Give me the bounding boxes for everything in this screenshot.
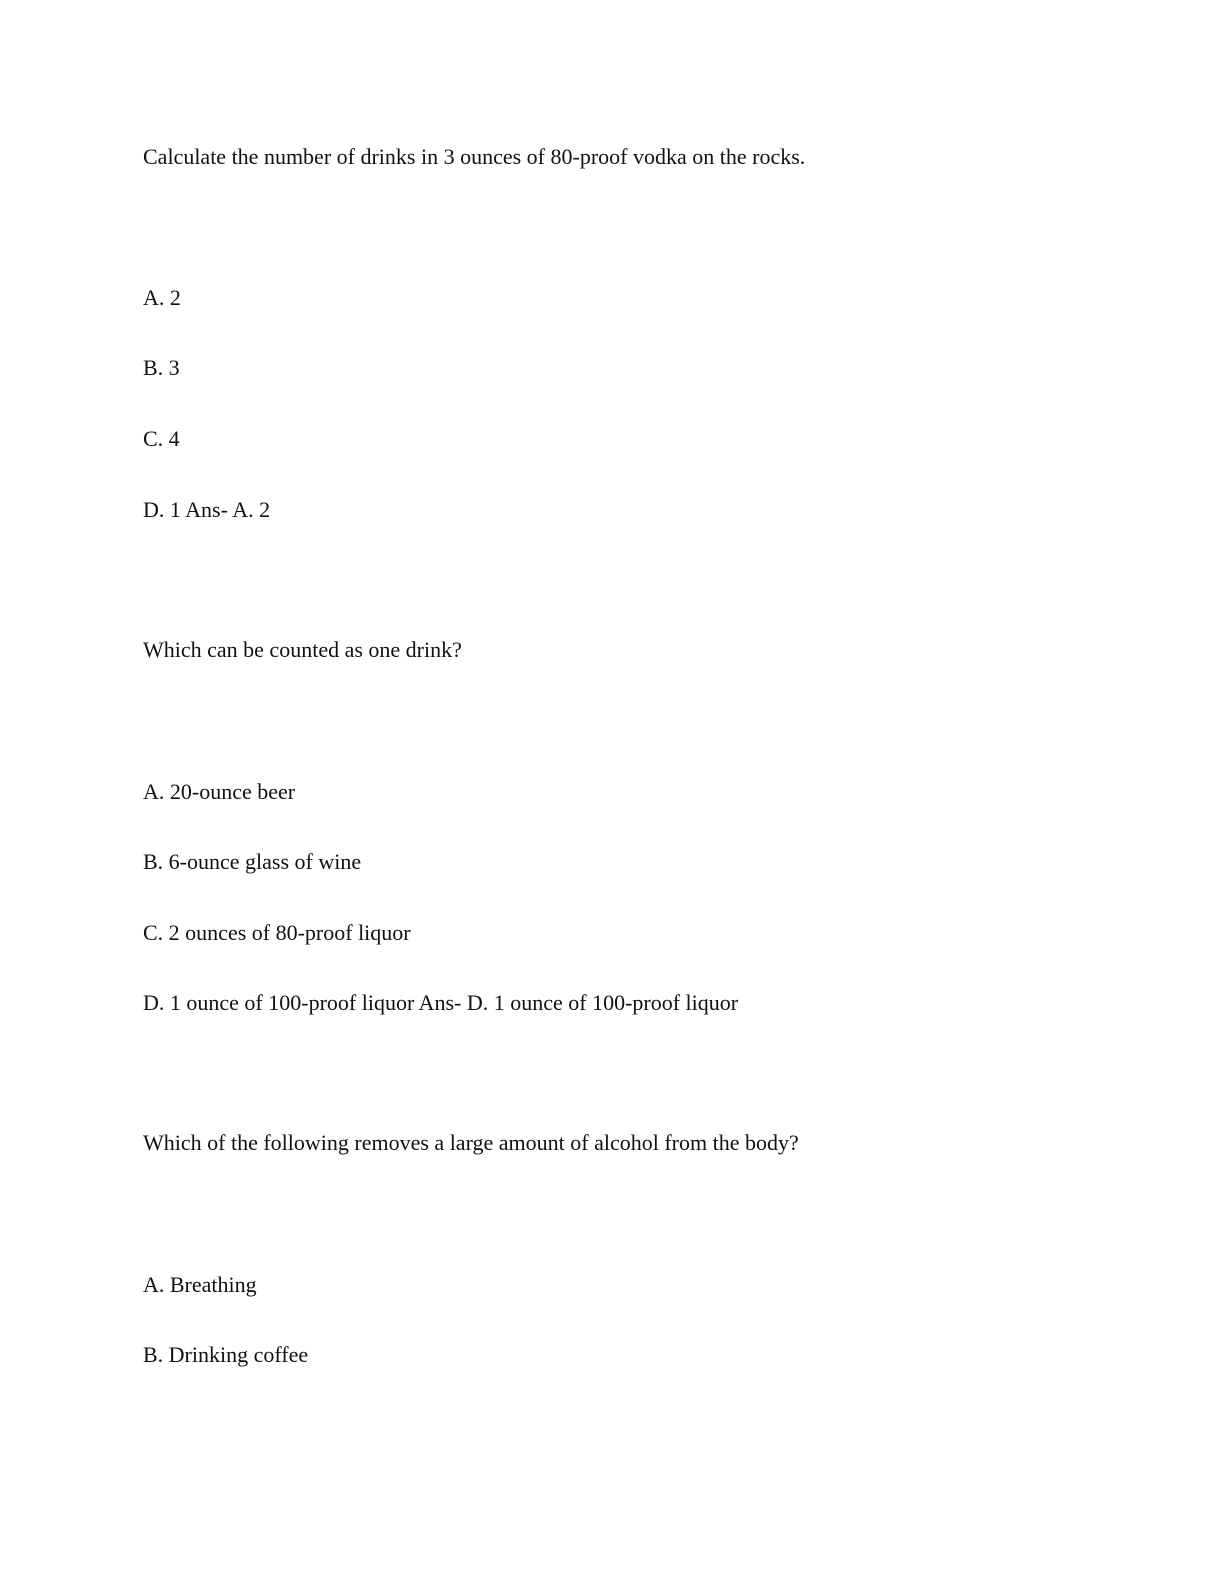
question-2-option-a: A. 20-ounce beer: [143, 779, 296, 804]
question-2-option-b: B. 6-ounce glass of wine: [143, 849, 362, 874]
question-1-option-b: B. 3: [143, 355, 180, 380]
question-2-option-c: C. 2 ounces of 80-proof liquor: [143, 920, 411, 945]
question-1-prompt: Calculate the number of drinks in 3 ounces of 80-proof vodka on the rocks.: [143, 144, 806, 169]
question-2-prompt: Which can be counted as one drink?: [143, 637, 462, 662]
question-3-option-a: A. Breathing: [143, 1272, 257, 1297]
question-3-option-b: B. Drinking coffee: [143, 1342, 309, 1367]
question-1-option-c: C. 4: [143, 426, 180, 451]
question-1-option-d-answer: D. 1 Ans- A. 2: [143, 497, 271, 522]
question-1-option-a: A. 2: [143, 285, 181, 310]
question-2-option-d-answer: D. 1 ounce of 100-proof liquor Ans- D. 1 ounce of 100-proof liquor: [143, 990, 739, 1015]
question-3-prompt: Which of the following removes a large amount of alcohol from the body?: [143, 1130, 799, 1155]
